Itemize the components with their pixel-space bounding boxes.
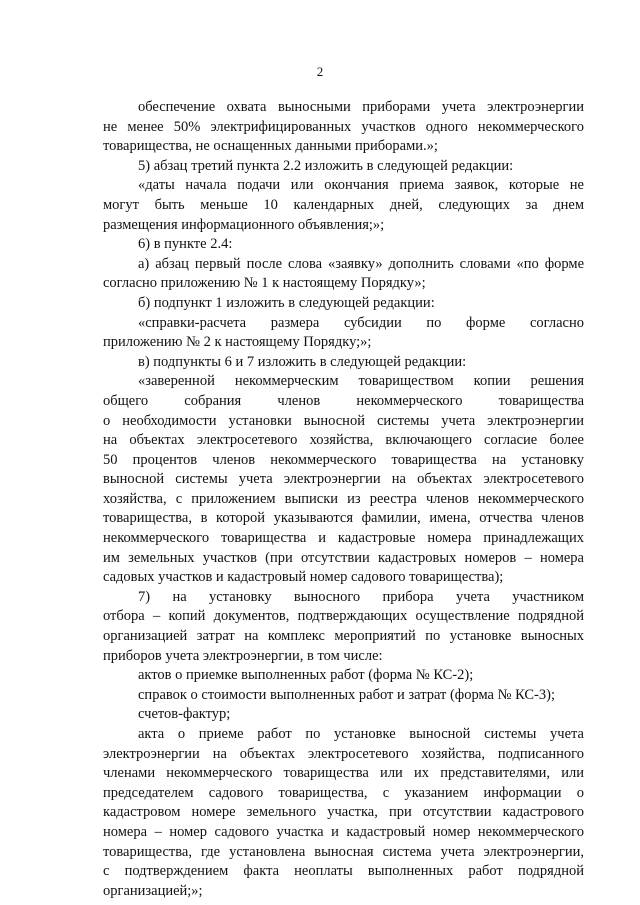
text-line: 6) в пункте 2.4: <box>138 236 233 253</box>
text-line: общего собрания членов некоммерческого товарищества <box>103 392 584 409</box>
text-line: в) подпункты 6 и 7 изложить в следующей редакции: <box>138 353 467 370</box>
text-line: не менее 50% электрифицированных участков одного некоммерческого <box>103 118 584 135</box>
text-line: актов о приемке выполненных работ (форма № КС-2); <box>138 667 474 684</box>
text-line: председателем садового товарищества, с указанием информации о <box>103 784 584 801</box>
text-line: членами некоммерческого товарищества или их представителями, или <box>103 765 584 782</box>
text-line: организацией затрат на комплекс мероприятий по установке выносных <box>103 628 584 645</box>
text-line: организацией;»; <box>103 882 203 899</box>
document-body <box>103 98 584 901</box>
text-line: товарищества, где установлена выносная система учета электроэнергии, <box>103 843 584 860</box>
text-line: акта о приеме работ по установке выносной системы учета <box>138 726 584 742</box>
text-line: на объектах электросетевого хозяйства, включающего согласие более <box>103 432 584 449</box>
text-line: выносной системы учета электроэнергии на объектах электросетевого <box>103 471 584 488</box>
text-line: с подтверждением факта неоплаты выполненных работ подрядной <box>103 863 584 880</box>
text-line: 50 процентов членов некоммерческого товарищества на установку <box>103 451 584 468</box>
text-line: о необходимости установки выносной системы учета электроэнергии <box>103 412 584 429</box>
text-line: согласно приложению № 1 к настоящему Порядку»; <box>103 275 426 292</box>
text-line: электроэнергии на объектах электросетевого хозяйства, подписанного <box>103 745 584 762</box>
text-line: «справки-расчета размера субсидии по форме согласно <box>138 314 584 331</box>
text-line: им земельных участков (при отсутствии кадастровых номеров – номера <box>103 549 584 566</box>
text-line: хозяйства, с приложением выписки из реестра членов некоммерческого <box>103 490 584 507</box>
text-line: некоммерческого товарищества и кадастровые номера принадлежащих <box>103 530 584 547</box>
text-line: номера – номер садового участка и кадастровый номер некоммерческого <box>103 823 584 840</box>
text-line: приборов учета электроэнергии, в том числе: <box>103 647 383 664</box>
text-line: справок о стоимости выполненных работ и затрат (форма № КС-3); <box>138 686 555 703</box>
text-line: могут быть меньше 10 календарных дней, следующих за днем <box>103 196 584 213</box>
text-line: б) подпункт 1 изложить в следующей редакции: <box>138 294 435 311</box>
text-line: кадастровом номере земельного участка, при отсутствии кадастрового <box>103 804 584 821</box>
text-line: товарищества, в которой указываются фамилии, имена, отчества членов <box>103 510 584 527</box>
text-line: товарищества, не оснащенных данными приборами.»; <box>103 138 438 155</box>
text-line: 5) абзац третий пункта 2.2 изложить в следующей редакции: <box>138 157 514 174</box>
text-line: 7) на установку выносного прибора учета участником <box>138 588 584 605</box>
text-line: садовых участков и кадастровый номер садового товарищества); <box>103 569 504 586</box>
text-line: а) абзац первый после слова «заявку» дополнить словами «по форме <box>138 255 584 272</box>
text-line: обеспечение охвата выносными приборами учета электроэнергии <box>138 99 584 115</box>
text-line: «заверенной некоммерческим товариществом копии решения <box>138 373 584 390</box>
text-line: «даты начала подачи или окончания приема заявок, которые не <box>138 177 584 194</box>
text-line: приложению № 2 к настоящему Порядку;»; <box>103 334 372 351</box>
text-line: отбора – копий документов, подтверждающих осуществление подрядной <box>103 608 584 625</box>
page-number: 2 <box>316 64 324 79</box>
text-line: размещения информационного объявления;»; <box>103 216 385 233</box>
text-line: счетов-фактур; <box>138 706 231 723</box>
